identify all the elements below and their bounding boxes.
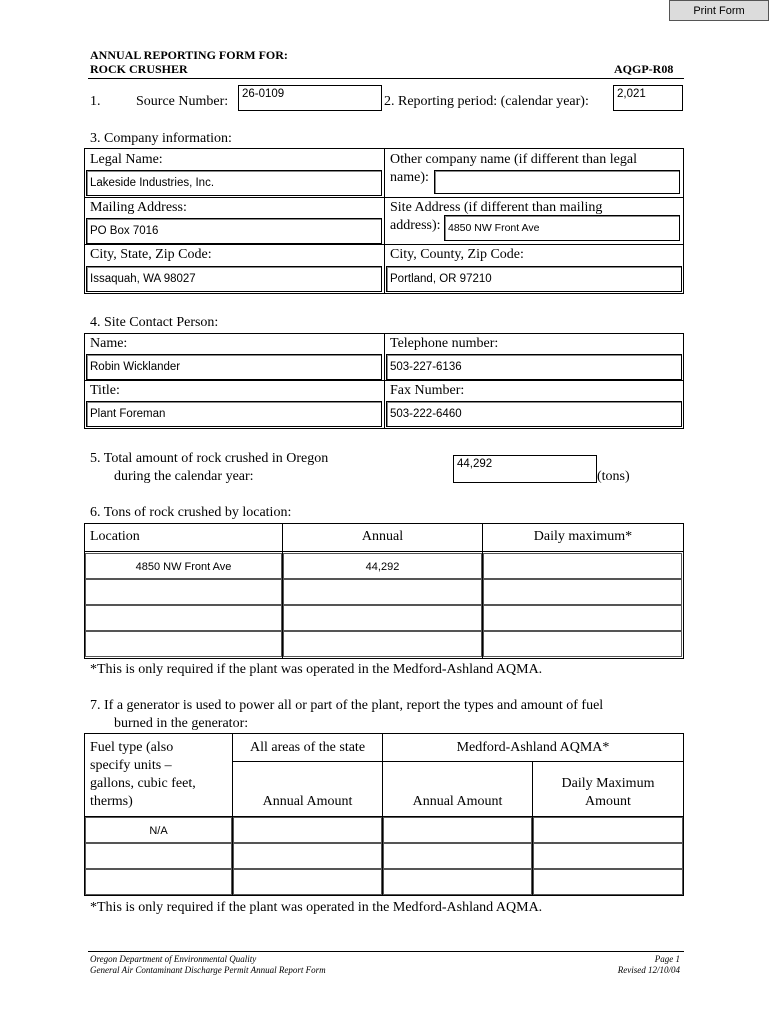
fuel-table-cell[interactable] <box>85 869 232 895</box>
other-name-field[interactable] <box>434 170 680 194</box>
generator-heading-line2: burned in the generator: <box>114 716 249 731</box>
footer-form-name: General Air Contaminant Discharge Permit Annual Report Form <box>90 965 326 975</box>
all-areas-header: All areas of the state <box>249 740 366 755</box>
site-address-field[interactable]: 4850 NW Front Ave <box>444 215 680 241</box>
fax-label: Fax Number: <box>390 383 465 398</box>
fuel-table-cell[interactable] <box>383 843 532 869</box>
col-annual-header: Annual <box>361 529 404 544</box>
source-number-field[interactable]: 26-0109 <box>238 85 382 111</box>
form-title-line1: ANNUAL REPORTING FORM FOR: <box>90 48 288 62</box>
generator-heading-line1: 7. If a generator is used to power all or part of the plant, report the types and amount of fuel <box>90 698 604 713</box>
location-table-cell[interactable]: 4850 NW Front Ave <box>85 553 282 579</box>
company-row-divider-1 <box>84 197 684 198</box>
contact-name-field[interactable]: Robin Wicklander <box>86 354 382 380</box>
company-info-heading: 3. Company information: <box>90 131 232 146</box>
legal-name-field[interactable]: Lakeside Industries, Inc. <box>86 170 382 196</box>
table6-header-divider <box>84 551 684 552</box>
site-address-label-line2: address): <box>390 218 441 233</box>
form-code: AQGP-R08 <box>614 62 674 76</box>
reporting-period-field[interactable]: 2,021 <box>613 85 683 111</box>
mailing-address-field[interactable]: PO Box 7016 <box>86 218 382 244</box>
medford-daily-max-header-line1: Daily Maximum <box>561 776 655 791</box>
total-rock-label-line1: 5. Total amount of rock crushed in Oregon <box>90 451 329 466</box>
other-name-label-line2: name): <box>390 170 429 185</box>
location-table-cell[interactable] <box>483 579 682 605</box>
total-rock-field[interactable]: 44,292 <box>453 455 597 483</box>
other-name-label-line1: Other company name (if different than legal <box>390 152 637 167</box>
all-areas-annual-header: Annual Amount <box>262 794 353 809</box>
fuel-table-cell[interactable] <box>233 817 382 843</box>
company-info-divider <box>384 148 385 294</box>
fuel-table-cell[interactable] <box>533 843 683 869</box>
medford-header: Medford-Ashland AQMA* <box>456 740 610 755</box>
fuel-table-cell[interactable] <box>383 817 532 843</box>
footer-revised: Revised 12/10/04 <box>617 965 680 975</box>
fuel-type-header-line1: Fuel type (also <box>90 740 174 755</box>
city-state-zip-label: City, State, Zip Code: <box>90 247 212 262</box>
site-address-label-line1: Site Address (if different than mailing <box>390 200 603 215</box>
legal-name-label: Legal Name: <box>90 152 163 167</box>
location-table-cell[interactable] <box>283 579 482 605</box>
contact-title-field[interactable]: Plant Foreman <box>86 401 382 427</box>
medford-note-1: *This is only required if the plant was operated in the Medford-Ashland AQMA. <box>90 662 543 677</box>
location-table-cell[interactable] <box>283 631 482 657</box>
footer-rule <box>88 951 684 952</box>
fuel-type-header-line2: specify units – <box>90 758 172 773</box>
company-row-divider-2 <box>84 244 684 245</box>
header-rule <box>88 78 684 79</box>
telephone-label: Telephone number: <box>390 336 499 351</box>
fuel-table-cell[interactable]: N/A <box>85 817 232 843</box>
fuel-table-cell[interactable] <box>233 843 382 869</box>
fuel-table-cell[interactable] <box>533 869 683 895</box>
city-county-zip-label: City, County, Zip Code: <box>390 247 524 262</box>
location-table-cell[interactable]: 44,292 <box>283 553 482 579</box>
location-table-cell[interactable] <box>85 631 282 657</box>
site-contact-divider <box>384 333 385 429</box>
fuel-type-header-line3: gallons, cubic feet, <box>90 776 196 791</box>
contact-title-label: Title: <box>90 383 120 398</box>
telephone-field[interactable]: 503-227-6136 <box>386 354 682 380</box>
location-table-cell[interactable] <box>85 579 282 605</box>
fuel-table-cell[interactable] <box>85 843 232 869</box>
mailing-address-label: Mailing Address: <box>90 200 187 215</box>
medford-daily-max-header-line2: Amount <box>585 794 631 809</box>
footer-page: Page 1 <box>654 954 680 964</box>
source-number-index: 1. <box>90 94 101 109</box>
table7-subheader-divider <box>232 761 684 762</box>
tons-by-location-heading: 6. Tons of rock crushed by location: <box>90 505 292 520</box>
contact-row-divider <box>84 380 684 381</box>
source-number-label: Source Number: <box>136 94 229 109</box>
fax-field[interactable]: 503-222-6460 <box>386 401 682 427</box>
col-daily-max-header: Daily maximum* <box>533 529 633 544</box>
print-form-button[interactable]: Print Form <box>669 0 769 21</box>
fuel-table-cell[interactable] <box>533 817 683 843</box>
form-title-line2: ROCK CRUSHER <box>90 62 188 76</box>
location-table-cell[interactable] <box>85 605 282 631</box>
footer-agency: Oregon Department of Environmental Quality <box>90 954 257 964</box>
location-table-cell[interactable] <box>483 553 682 579</box>
location-table-cell[interactable] <box>283 605 482 631</box>
fuel-type-header-line4: therms) <box>90 794 133 809</box>
tons-unit: (tons) <box>597 469 630 484</box>
total-rock-label-line2: during the calendar year: <box>114 469 254 484</box>
fuel-table-cell[interactable] <box>233 869 382 895</box>
city-county-zip-field[interactable]: Portland, OR 97210 <box>386 266 682 292</box>
fuel-table-cell[interactable] <box>383 869 532 895</box>
medford-note-2: *This is only required if the plant was operated in the Medford-Ashland AQMA. <box>90 900 543 915</box>
city-state-zip-field[interactable]: Issaquah, WA 98027 <box>86 266 382 292</box>
reporting-period-label: 2. Reporting period: (calendar year): <box>384 94 589 109</box>
contact-name-label: Name: <box>90 336 128 351</box>
location-table-cell[interactable] <box>483 605 682 631</box>
col-location-header: Location <box>90 529 140 544</box>
site-contact-heading: 4. Site Contact Person: <box>90 315 219 330</box>
location-table-cell[interactable] <box>483 631 682 657</box>
medford-annual-header: Annual Amount <box>412 794 503 809</box>
